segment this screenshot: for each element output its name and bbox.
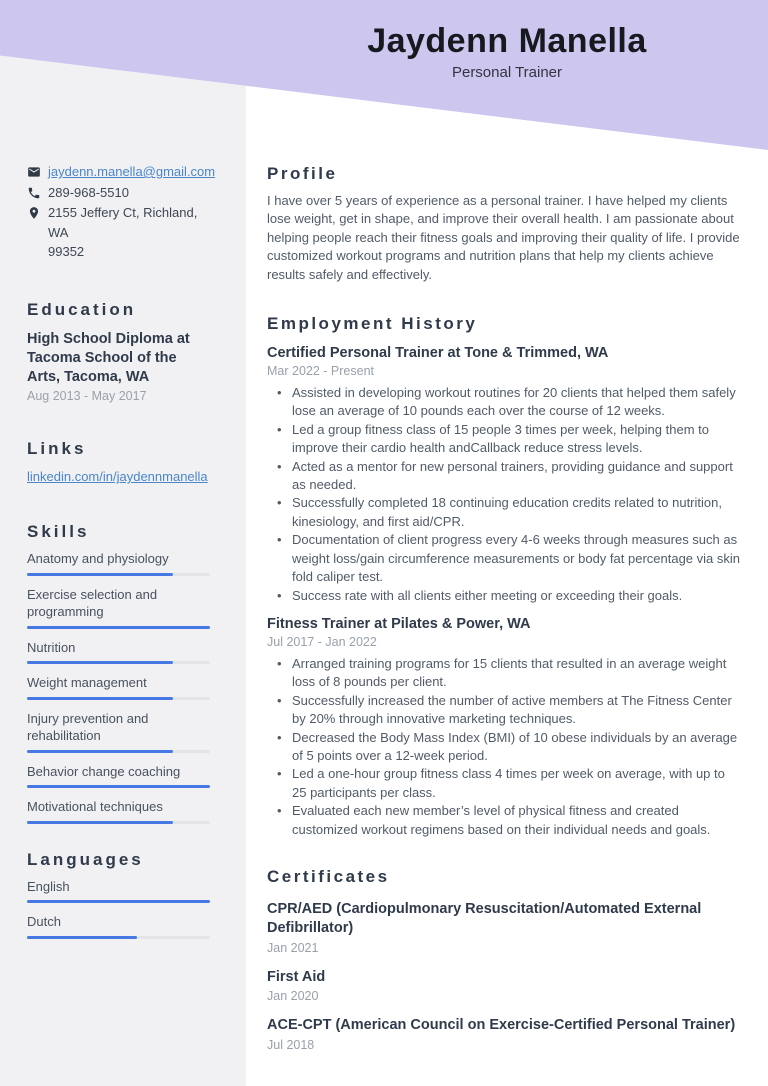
bullet-text: Successfully increased the number of active members at The Fitness Center by 20% through innovative marketing techniques. (292, 692, 732, 727)
skills-heading: Skills (27, 522, 90, 542)
contact-address-row (27, 203, 210, 262)
language-bar (27, 936, 210, 939)
skill-label: Exercise selection and programming (27, 586, 158, 620)
language-bar-fill (27, 936, 137, 939)
job-entry (267, 615, 742, 839)
email-link[interactable]: jaydenn.manella@gmail.com (48, 164, 216, 179)
phone-icon (27, 186, 41, 200)
bullet-text: Successfully completed 18 continuing education credits related to nutrition, kinesiology, and first aid/CPR. (292, 495, 722, 529)
skill-item (27, 763, 210, 789)
job-bullet (277, 692, 742, 729)
skill-bar-fill (27, 573, 173, 576)
bullet-dot: • (277, 587, 282, 603)
skill-item (27, 586, 210, 629)
profile-section (267, 164, 742, 284)
location-pin-icon (27, 206, 41, 220)
employment-heading: Employment History (267, 314, 478, 334)
certificates-heading: Certificates (267, 866, 390, 886)
skill-label: Behavior change coaching (27, 763, 181, 779)
skill-bar (27, 661, 210, 664)
certificate-date: Jan 2021 (267, 940, 319, 955)
certificate-title: ACE-CPT (American Council on Exercise-Certified Personal Trainer) (267, 1017, 736, 1034)
job-bullet (277, 655, 742, 692)
skill-label: Motivational techniques (27, 799, 163, 815)
education-section (27, 300, 210, 404)
bullet-dot: • (277, 532, 282, 548)
job-bullet (277, 729, 742, 766)
education-dates: Aug 2013 - May 2017 (27, 389, 147, 404)
certificate-entry (267, 1016, 742, 1052)
profile-heading: Profile (267, 164, 338, 183)
skill-label: Weight management (27, 675, 147, 691)
bullet-dot: • (277, 692, 282, 708)
skill-label: Anatomy and physiology (27, 551, 169, 567)
bullet-dot: • (277, 803, 282, 819)
job-bullet-list (277, 655, 742, 839)
certificates-section (267, 867, 742, 1052)
bullet-text: Decreased the Body Mass Index (BMI) of 10 obese individuals by an average of 5 points over a 12-week period. (292, 729, 738, 763)
bullet-dot: • (277, 421, 282, 437)
bullet-text: Success rate with all clients either meeting or exceeding their goals. (292, 587, 683, 603)
skill-bar (27, 821, 210, 824)
job-bullet (277, 587, 742, 605)
language-bar-fill (27, 900, 210, 903)
skill-item (27, 710, 210, 753)
skill-item (27, 639, 210, 665)
certificate-date: Jul 2018 (267, 1037, 315, 1052)
job-bullet (277, 765, 742, 802)
skill-bar (27, 573, 210, 576)
skill-bar (27, 785, 210, 788)
bullet-dot: • (277, 495, 282, 511)
sidebar (0, 0, 246, 1086)
job-bullet (277, 458, 742, 495)
job-bullet (277, 421, 742, 458)
education-heading: Education (27, 299, 137, 319)
bullet-dot: • (277, 729, 282, 745)
employment-section (267, 314, 742, 839)
job-bullet (277, 531, 742, 586)
languages-section (27, 850, 210, 939)
bullet-dot: • (277, 766, 282, 782)
job-title: Fitness Trainer at Pilates & Power, WA (267, 615, 531, 632)
language-bar (27, 900, 210, 903)
bullet-text: Arranged training programs for 15 clients that resulted in an average weight loss of 8 pounds per client. (292, 655, 727, 690)
certificate-date: Jan 2020 (267, 989, 319, 1004)
skill-bar-fill (27, 785, 210, 788)
skill-bar (27, 750, 210, 753)
candidate-title: Personal Trainer (451, 64, 563, 81)
contact-phone-row (27, 183, 210, 203)
bullet-text: Documentation of client progress every 4-6 weeks through measures such as weight loss/gain circumference measurements or body fat percentage via skin fold caliper test. (292, 532, 740, 585)
bullet-dot: • (277, 458, 282, 474)
certificate-title: First Aid (267, 968, 326, 985)
skill-label: Nutrition (27, 639, 76, 655)
bullet-text: Led a one-hour group fitness class 4 times per week on average, with up to 25 participants per class. (292, 766, 725, 800)
languages-heading: Languages (27, 849, 144, 869)
bullet-text: Assisted in developing workout routines for 20 clients that helped them safely lose an average of 10 pounds each over the course of 12 weeks. (292, 385, 736, 419)
job-dates: Mar 2022 - Present (267, 364, 374, 379)
job-bullet (277, 494, 742, 531)
skill-item (27, 674, 210, 700)
skill-bar-fill (27, 626, 210, 629)
bullet-text: Evaluated each new member’s level of physical fitness and created customized workout regimens based on their individual needs and goals. (292, 803, 711, 837)
language-label: English (27, 878, 70, 894)
contact-email-row (27, 162, 216, 182)
skill-bar (27, 697, 210, 700)
links-heading: Links (27, 439, 87, 459)
job-entry (267, 344, 742, 605)
phone-number: 289-968-5510 (48, 184, 129, 200)
skill-bar-fill (27, 821, 173, 824)
bullet-text: Acted as a mentor for new personal trainers, providing guidance and support as needed. (292, 458, 733, 493)
candidate-name: Jaydenn Manella (367, 22, 647, 60)
skill-bar-fill (27, 661, 173, 664)
job-bullet (277, 384, 742, 421)
language-label: Dutch (27, 914, 61, 930)
linkedin-link[interactable]: linkedin.com/in/jaydennmanella (27, 469, 208, 485)
language-item (27, 878, 210, 904)
main-content (246, 0, 768, 1052)
skill-item (27, 798, 210, 824)
address-line-1: 2155 Jeffery Ct, Richland, WA (48, 205, 198, 240)
job-dates: Jul 2017 - Jan 2022 (267, 634, 377, 649)
skill-bar-fill (27, 750, 173, 753)
certificate-title: CPR/AED (Cardiopulmonary Resuscitation/Automated External Defibrillator) (267, 900, 702, 937)
certificate-entry (267, 900, 742, 955)
address-line-2: 99352 (48, 244, 85, 259)
job-title: Certified Personal Trainer at Tone & Trimmed, WA (267, 345, 609, 362)
language-item (27, 913, 210, 939)
address (48, 203, 210, 262)
skill-bar-fill (27, 697, 173, 700)
skills-section (27, 522, 210, 824)
bullet-text: Led a group fitness class of 15 people 3 times per week, helping them to improve their cardio health andCallback reduce stress levels. (292, 421, 709, 456)
education-degree: High School Diploma at Tacoma School of the Arts, Tacoma, WA (27, 330, 190, 386)
certificate-entry (267, 968, 742, 1004)
bullet-dot: • (277, 655, 282, 671)
links-section (27, 439, 210, 486)
skill-item (27, 550, 210, 576)
job-bullet (277, 802, 742, 839)
header (246, 20, 768, 81)
skill-label: Injury prevention and rehabilitation (27, 710, 149, 744)
bullet-dot: • (277, 385, 282, 401)
email-icon (27, 165, 41, 179)
profile-text: I have over 5 years of experience as a personal trainer. I have helped my clients lose weight, get in shape, and improve their overall health. I am passionate about helping people reach their fitness goals and improving their quality of life. I provide customized workout programs and nutrition plans that help my clients achieve results safely and effectively. (267, 193, 740, 282)
contact-section (27, 162, 216, 262)
skill-bar (27, 626, 210, 629)
job-bullet-list (277, 384, 742, 605)
